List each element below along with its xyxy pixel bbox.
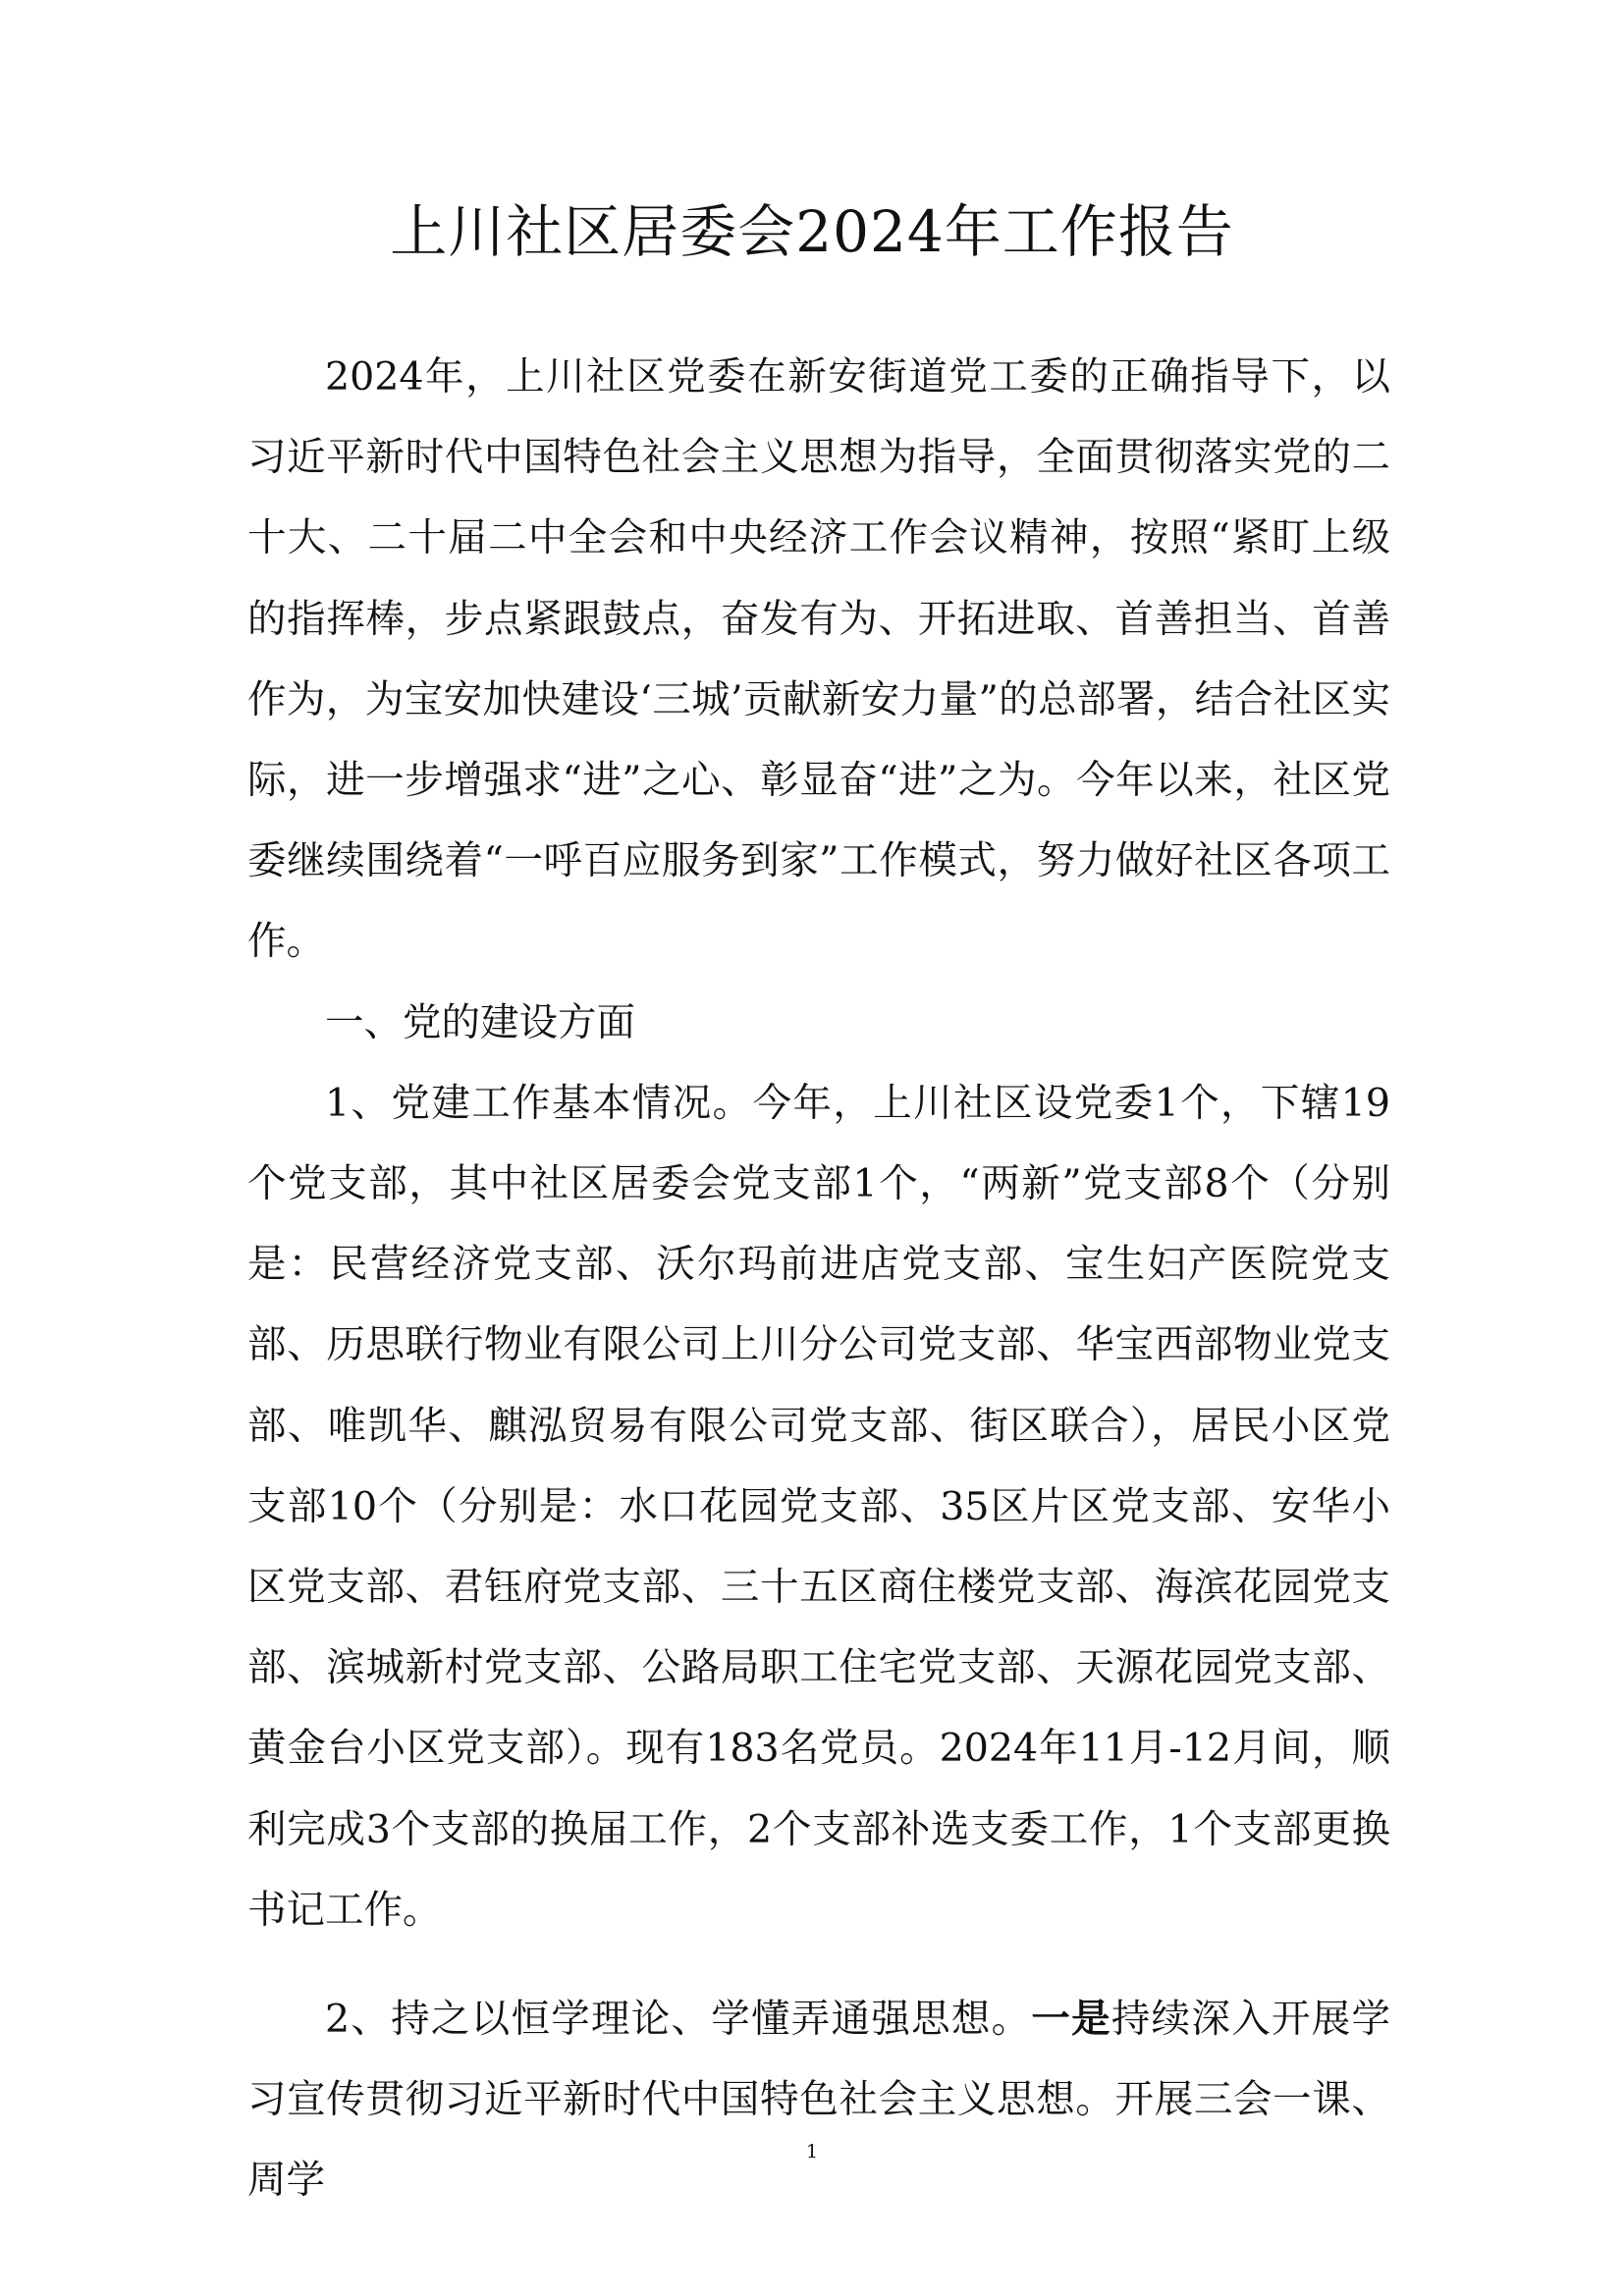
paragraph-theory-study xyxy=(247,1979,1390,2221)
paragraph-lead-text: 2、持之以恒学理论、学懂弄通强思想。 xyxy=(325,1997,1032,2043)
section-heading-party-building: 一、党的建设方面 xyxy=(325,999,635,1045)
page-number: 1 xyxy=(805,2141,819,2163)
intro-paragraph: 2024年，上川社区党委在新安街道党工委的正确指导下，以习近平新时代中国特色社会主义思想为指导，全面贯彻落实党的二十大、二十届二中全会和中央经济工作会议精神，按照“紧盯上级的指挥棒，步点紧跟鼓点，奋发有为、开拓进取、首善担当、首善作为，为宝安加快建设‘三城’贡献新安力量”的总部署，结合社区实际，进一步增强求“进”之心、彰显奋“进”之为。今年以来，社区党委继续围绕着“一呼百应服务到家”工作模式，努力做好社区各项工作。 xyxy=(247,354,1390,965)
document-body xyxy=(247,337,1390,2221)
document-title: 上川社区居委会2024年工作报告 xyxy=(390,198,1234,265)
paragraph-party-building-overview: 1、党建工作基本情况。今年，上川社区设党委1个，下辖19个党支部，其中社区居委会党支部1个，“两新”党支部8个（分别是：民营经济党支部、沃尔玛前进店党支部、宝生妇产医院党支部、历思联行物业有限公司上川分公司党支部、华宝西部物业党支部、唯凯华、麒泓贸易有限公司党支部、街区联合），居民小区党支部10个（分别是：水口花园党支部、35区片区党支部、安华小区党支部、君钰府党支部、三十五区商住楼党支部、海滨花园党支部、滨城新村党支部、公路局职工住宅党支部、天源花园党支部、黄金台小区党支部）。现有183名党员。2024年11月-12月间，顺利完成3个支部的换届工作，2个支部补选支委工作，1个支部更换书记工作。 xyxy=(247,1080,1390,1933)
bold-marker-first: 一是 xyxy=(1031,1997,1111,2043)
paragraph-body-text: 持续深入开展学习宣传贯彻习近平新时代中国特色社会主义思想。开展三会一课、周学 xyxy=(247,1997,1391,2204)
